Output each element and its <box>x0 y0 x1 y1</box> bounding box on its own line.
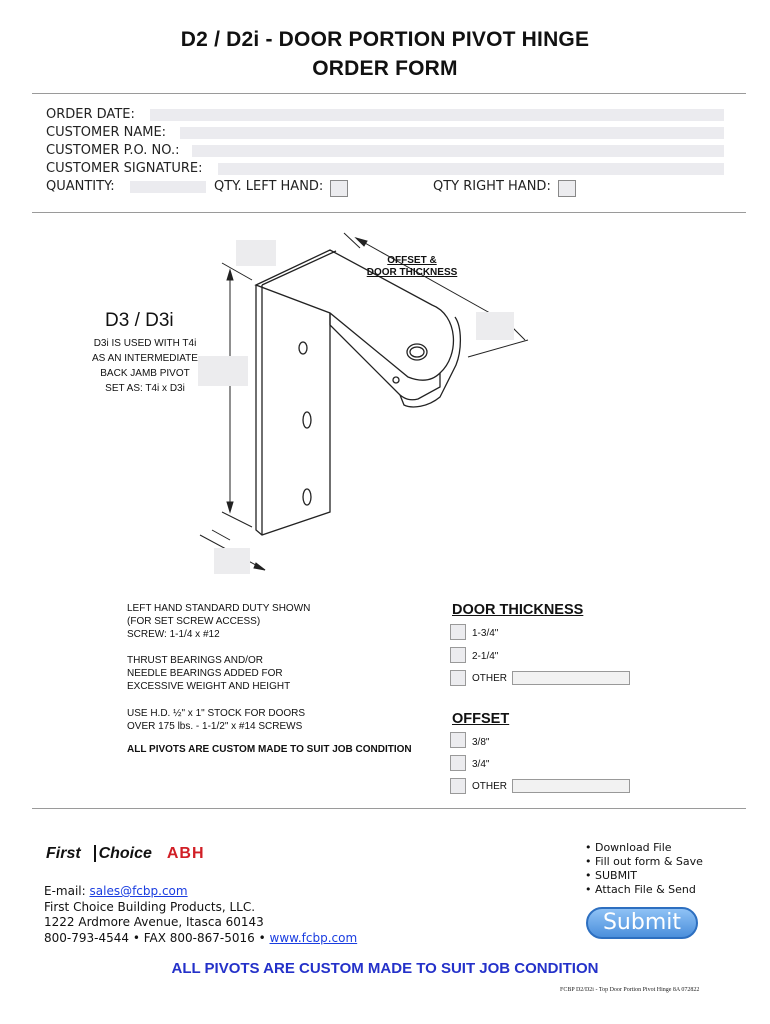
note-line: USE H.D. ½" x 1" STOCK FOR DOORS <box>127 708 306 719</box>
divider <box>32 212 746 213</box>
customer-signature-label: CUSTOMER SIGNATURE: <box>46 161 203 176</box>
qty-right-box[interactable] <box>558 180 576 197</box>
order-date-field[interactable] <box>150 109 724 121</box>
door-thickness-other-input[interactable] <box>512 671 630 685</box>
model-note-3: BACK JAMB PIVOT <box>100 368 190 379</box>
dimension-box-top <box>236 240 276 266</box>
qty-left-label: QTY. LEFT HAND: <box>214 179 324 194</box>
qty-left-box[interactable] <box>330 180 348 197</box>
note-line: LEFT HAND STANDARD DUTY SHOWN <box>127 603 311 614</box>
door-thickness-title: DOOR THICKNESS <box>452 602 584 618</box>
page-title: D2 / D2i - DOOR PORTION PIVOT HINGE <box>180 28 590 51</box>
offset-title: OFFSET <box>452 711 510 727</box>
dimension-box-height <box>198 356 248 386</box>
note-line: SCREW: 1-1/4 x #12 <box>127 629 220 640</box>
customer-name-label: CUSTOMER NAME: <box>46 125 167 140</box>
logo-choice: Choice <box>94 845 152 862</box>
quantity-field[interactable] <box>130 181 206 193</box>
submit-button[interactable]: Submit <box>586 907 698 939</box>
divider <box>32 808 746 809</box>
customer-po-label: CUSTOMER P.O. NO.: <box>46 143 180 158</box>
order-date-label: ORDER DATE: <box>46 107 135 122</box>
logo-abh: ABH <box>166 845 205 862</box>
note-line: THRUST BEARINGS AND/OR <box>127 655 263 666</box>
form-code: FCBP D2/D2i - Top Door Portion Pivot Hinge 8A 072822 <box>560 987 700 993</box>
offset-label-line1: OFFSET & <box>387 255 437 266</box>
dimension-box-bottom <box>214 548 250 574</box>
note-line: EXCESSIVE WEIGHT AND HEIGHT <box>127 681 291 692</box>
note-line: NEEDLE BEARINGS ADDED FOR <box>127 668 283 679</box>
customer-po-field[interactable] <box>192 145 724 157</box>
door-thickness-option: 2-1/4" <box>472 651 499 662</box>
model-note-4: SET AS: T4i x D3i <box>105 383 185 394</box>
dimension-box-offset <box>476 312 514 340</box>
custom-note: ALL PIVOTS ARE CUSTOM MADE TO SUIT JOB CONDITION <box>127 744 412 755</box>
company-logo <box>46 845 205 875</box>
customer-name-field[interactable] <box>180 127 724 139</box>
instruction-item: • Fill out form & Save <box>585 855 703 868</box>
footer-tagline: ALL PIVOTS ARE CUSTOM MADE TO SUIT JOB CONDITION <box>171 960 599 977</box>
offset-option: 3/4" <box>472 759 490 770</box>
door-thickness-option: 1-3/4" <box>472 628 499 639</box>
company-name: First Choice Building Products, LLC. <box>44 899 256 914</box>
instruction-item: • SUBMIT <box>585 869 638 882</box>
customer-signature-field[interactable] <box>218 163 724 175</box>
instruction-item: • Download File <box>585 841 672 854</box>
note-line: (FOR SET SCREW ACCESS) <box>127 616 261 627</box>
website-link[interactable]: www.fcbp.com <box>269 930 358 945</box>
model-note-2: AS AN INTERMEDIATE <box>92 353 198 364</box>
offset-other-input[interactable] <box>512 779 630 793</box>
offset-label-line2: DOOR THICKNESS <box>366 267 458 278</box>
door-thickness-option: OTHER <box>472 673 507 684</box>
qty-right-label: QTY RIGHT HAND: <box>433 179 551 194</box>
company-address: 1222 Ardmore Avenue, Itasca 60143 <box>44 915 264 929</box>
email-link[interactable]: sales@fcbp.com <box>89 884 188 898</box>
quantity-label: QUANTITY: <box>46 179 115 194</box>
email-label: E-mail: <box>44 884 86 898</box>
offset-option: OTHER <box>472 781 507 792</box>
offset-3-8-checkbox[interactable] <box>450 732 466 748</box>
instruction-item: • Attach File & Send <box>585 883 696 896</box>
note-line: OVER 175 lbs. - 1-1/2" x #14 SCREWS <box>127 721 303 732</box>
offset-option: 3/8" <box>472 737 490 748</box>
offset-3-4-checkbox[interactable] <box>450 755 466 771</box>
hinge-plate <box>256 285 330 535</box>
page-subtitle: ORDER FORM <box>312 57 458 80</box>
logo-first: First <box>46 845 81 862</box>
company-phone: 800-793-4544 • FAX 800-867-5016 • <box>44 930 266 945</box>
door-thickness-2-1-4-checkbox[interactable] <box>450 647 466 663</box>
divider <box>32 93 746 94</box>
door-thickness-other-checkbox[interactable] <box>450 670 466 686</box>
offset-other-checkbox[interactable] <box>450 778 466 794</box>
model-label: D3 / D3i <box>105 310 174 331</box>
model-note-1: D3i IS USED WITH T4i <box>93 338 197 349</box>
door-thickness-1-3-4-checkbox[interactable] <box>450 624 466 640</box>
